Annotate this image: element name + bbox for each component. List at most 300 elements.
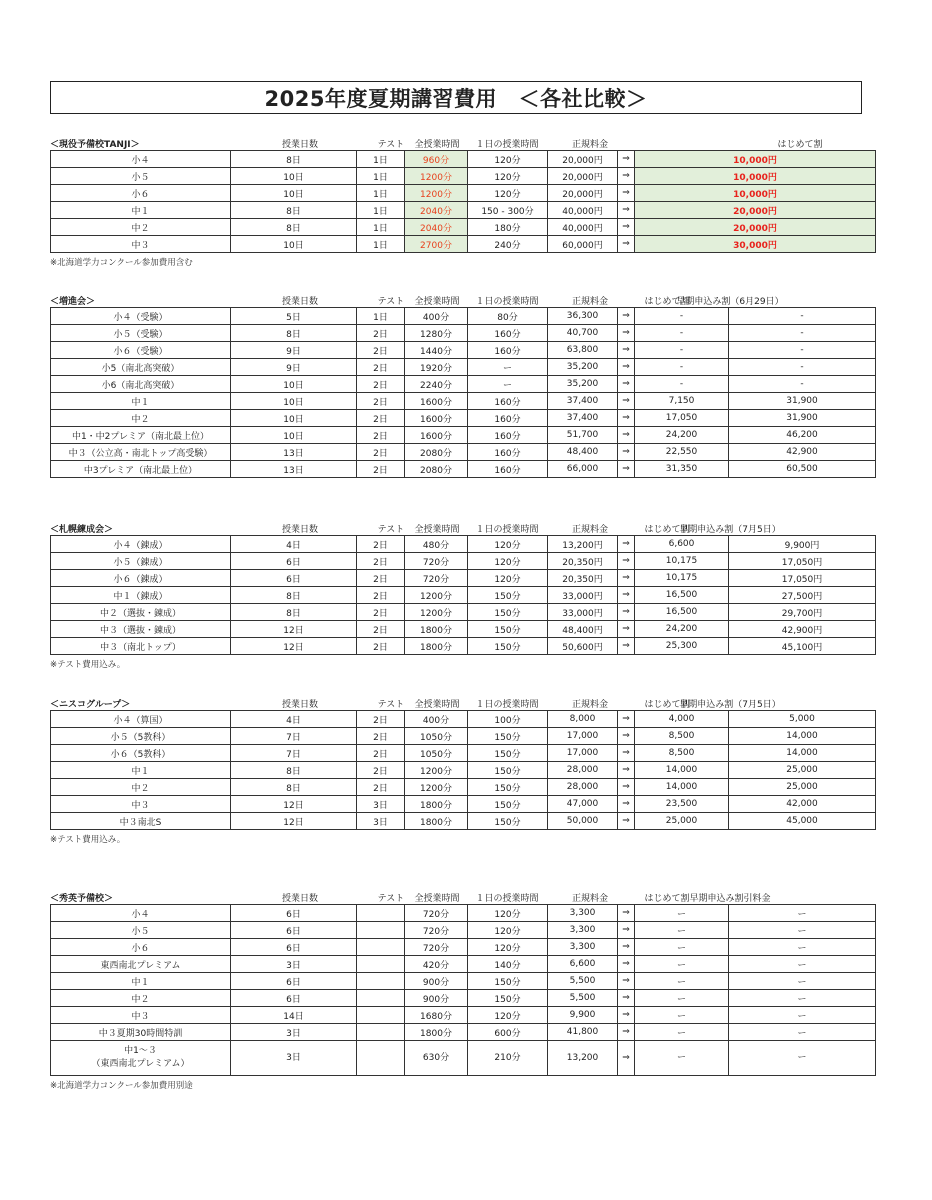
table-cell: 7日 [231, 745, 357, 762]
table-cell: ー [635, 990, 729, 1007]
table-cell: 2040分 [405, 202, 468, 219]
table-row [51, 444, 876, 461]
table-cell: 160分 [468, 393, 548, 410]
table-cell: ー [635, 939, 729, 956]
table-row [51, 168, 876, 185]
table-cell: 6,600 [548, 956, 618, 973]
arrow-icon: ⇒ [618, 444, 635, 461]
column-header: 授業日数 [281, 140, 318, 150]
table-cell: 1600分 [405, 393, 468, 410]
fee-table [50, 150, 876, 253]
table-cell: 3日 [231, 1041, 357, 1076]
table-cell: 10日 [231, 393, 357, 410]
table-row [51, 587, 876, 604]
table-cell: - [635, 359, 729, 376]
table-cell: 1日 [357, 185, 405, 202]
arrow-icon: ⇒ [618, 762, 635, 779]
table-cell: 120分 [468, 922, 548, 939]
table-cell: 40,700 [548, 325, 618, 342]
fee-table [50, 710, 876, 830]
table-row [51, 219, 876, 236]
arrow-icon: ⇒ [618, 410, 635, 427]
table-cell: 中２ [51, 779, 231, 796]
table-cell [357, 1041, 405, 1076]
table-row [51, 621, 876, 638]
table-cell: 6日 [231, 973, 357, 990]
table-cell: 12日 [231, 621, 357, 638]
arrow-icon: ⇒ [618, 796, 635, 813]
table-cell: 150分 [468, 796, 548, 813]
arrow-icon: ⇒ [618, 151, 635, 168]
table-cell: 17,000 [548, 745, 618, 762]
section-zoshinkai [50, 293, 866, 478]
table-cell: 900分 [405, 973, 468, 990]
table-cell: - [635, 325, 729, 342]
table-cell: 150分 [468, 728, 548, 745]
table-cell: ー [729, 922, 876, 939]
table-cell: 160分 [468, 461, 548, 478]
table-cell: 25,000 [729, 762, 876, 779]
table-cell: 9,900 [548, 1007, 618, 1024]
column-header: 全授業時間 [414, 700, 460, 710]
table-row [51, 939, 876, 956]
table-cell: 1920分 [405, 359, 468, 376]
table-cell: 20,000円 [635, 202, 876, 219]
table-cell [357, 1024, 405, 1041]
table-cell [357, 956, 405, 973]
table-cell: 中１ [51, 762, 231, 779]
table-cell: 5,000 [729, 711, 876, 728]
column-header: 正規料金 [571, 297, 608, 307]
column-header: はじめて割 [644, 894, 690, 904]
table-cell: 中２（選抜・錬成） [51, 604, 231, 621]
table-row [51, 151, 876, 168]
fee-table [50, 904, 876, 1076]
table-cell: 13日 [231, 461, 357, 478]
table-cell: 960分 [405, 151, 468, 168]
table-cell: 中３ [51, 1007, 231, 1024]
table-cell: 120分 [468, 905, 548, 922]
page-title: 2025年度夏期講習費用 ＜各社比較＞ [50, 81, 862, 114]
table-cell: 10日 [231, 236, 357, 253]
section-tanji [50, 136, 866, 268]
column-header: 早期申込み割（7月5日） [679, 525, 781, 535]
table-cell: 1800分 [405, 813, 468, 830]
table-row [51, 604, 876, 621]
table-cell: 20,350円 [548, 553, 618, 570]
table-cell: 1日 [357, 202, 405, 219]
table-cell: 51,700 [548, 427, 618, 444]
table-cell: 120分 [468, 185, 548, 202]
table-cell: 12日 [231, 813, 357, 830]
arrow-icon: ⇒ [618, 604, 635, 621]
table-cell: 小４ [51, 151, 231, 168]
table-cell: 3日 [357, 796, 405, 813]
arrow-icon: ⇒ [618, 185, 635, 202]
table-cell: 900分 [405, 990, 468, 1007]
table-cell: 中３ [51, 796, 231, 813]
footnote: ※北海道学力コンクール参加費用別途 [50, 1081, 193, 1091]
table-cell: 48,400円 [548, 621, 618, 638]
table-cell: 1200分 [405, 779, 468, 796]
table-cell: 10日 [231, 168, 357, 185]
table-cell: 42,900円 [729, 621, 876, 638]
table-cell: 8,500 [635, 745, 729, 762]
table-cell: 14,000 [635, 779, 729, 796]
table-cell: 中２ [51, 219, 231, 236]
column-header: 正規料金 [571, 525, 608, 535]
table-cell: 中３ [51, 236, 231, 253]
arrow-icon: ⇒ [618, 621, 635, 638]
table-cell: 小４（受験） [51, 308, 231, 325]
table-cell: 2日 [357, 359, 405, 376]
table-cell: - [729, 359, 876, 376]
table-cell: 8日 [231, 762, 357, 779]
table-row [51, 359, 876, 376]
column-header: １日の授業時間 [475, 140, 539, 150]
column-header: 授業日数 [281, 297, 318, 307]
table-cell: 20,000円 [548, 168, 618, 185]
table-cell: 150分 [468, 762, 548, 779]
table-cell: 140分 [468, 956, 548, 973]
table-cell: 13,200円 [548, 536, 618, 553]
table-cell: 13日 [231, 444, 357, 461]
section-name: ＜札幌練成会＞ [50, 525, 114, 535]
table-row [51, 376, 876, 393]
table-cell: 7,150 [635, 393, 729, 410]
table-cell: 1800分 [405, 638, 468, 655]
table-cell: 中１ [51, 393, 231, 410]
table-cell [357, 939, 405, 956]
table-cell: 小４ [51, 905, 231, 922]
column-header: テスト [377, 297, 405, 307]
arrow-icon: ⇒ [618, 1007, 635, 1024]
table-cell: 120分 [468, 1007, 548, 1024]
table-cell: 80分 [468, 308, 548, 325]
table-cell: 160分 [468, 444, 548, 461]
table-cell: ー [635, 922, 729, 939]
table-cell: 150分 [468, 779, 548, 796]
arrow-icon: ⇒ [618, 219, 635, 236]
table-cell: 720分 [405, 939, 468, 956]
table-cell: 2040分 [405, 219, 468, 236]
table-cell: 24,200 [635, 427, 729, 444]
table-cell: 37,400 [548, 393, 618, 410]
table-cell: 2700分 [405, 236, 468, 253]
table-cell: 1日 [357, 168, 405, 185]
table-cell: 2日 [357, 536, 405, 553]
table-cell: 2日 [357, 779, 405, 796]
table-cell: 600分 [468, 1024, 548, 1041]
table-row [51, 973, 876, 990]
table-cell: 6日 [231, 939, 357, 956]
arrow-icon: ⇒ [618, 236, 635, 253]
table-cell: 中３（南北トップ） [51, 638, 231, 655]
table-cell: 2日 [357, 587, 405, 604]
table-cell: 8日 [231, 325, 357, 342]
column-header: テスト [377, 894, 405, 904]
table-cell: 10,175 [635, 553, 729, 570]
table-cell: 1050分 [405, 745, 468, 762]
column-header: 授業日数 [281, 894, 318, 904]
column-header: 正規料金 [571, 894, 608, 904]
table-row [51, 427, 876, 444]
table-cell: 3,300 [548, 922, 618, 939]
footnote: ※テスト費用込み。 [50, 660, 126, 670]
section-name: ＜現役予備校TANJI＞ [50, 140, 140, 150]
table-cell: 60,000円 [548, 236, 618, 253]
table-cell: 40,000円 [548, 202, 618, 219]
table-cell: 20,000円 [548, 185, 618, 202]
table-row [51, 1041, 876, 1076]
table-cell: 1200分 [405, 168, 468, 185]
table-cell: ー [729, 1024, 876, 1041]
arrow-icon: ⇒ [618, 427, 635, 444]
table-cell: 720分 [405, 553, 468, 570]
cell-line: 中1～３ [124, 1046, 157, 1056]
table-cell: 小５（受験） [51, 325, 231, 342]
table-cell: 10日 [231, 185, 357, 202]
table-cell: 2日 [357, 393, 405, 410]
table-cell: 中１ [51, 973, 231, 990]
table-cell: 50,000 [548, 813, 618, 830]
table-cell: 35,200 [548, 359, 618, 376]
table-cell: 6日 [231, 990, 357, 1007]
table-cell: 31,900 [729, 410, 876, 427]
table-row [51, 342, 876, 359]
table-cell: 150分 [468, 621, 548, 638]
table-cell: 3日 [231, 1024, 357, 1041]
table-cell: ー [635, 1007, 729, 1024]
table-row [51, 325, 876, 342]
table-row [51, 1024, 876, 1041]
table-cell: 180分 [468, 219, 548, 236]
section-name: ＜秀英予備校＞ [50, 894, 114, 904]
arrow-icon: ⇒ [618, 638, 635, 655]
table-cell: 50,600円 [548, 638, 618, 655]
arrow-icon: ⇒ [618, 308, 635, 325]
table-cell: 9日 [231, 342, 357, 359]
table-cell: 3,300 [548, 905, 618, 922]
section-header [50, 521, 866, 535]
column-header: 授業日数 [281, 700, 318, 710]
table-cell: 14,000 [635, 762, 729, 779]
table-cell: 1日 [357, 219, 405, 236]
table-cell: 46,200 [729, 427, 876, 444]
arrow-icon: ⇒ [618, 570, 635, 587]
arrow-icon: ⇒ [618, 728, 635, 745]
table-row [51, 553, 876, 570]
table-cell: 420分 [405, 956, 468, 973]
table-cell: 2日 [357, 711, 405, 728]
table-cell: 720分 [405, 570, 468, 587]
table-cell: ー [635, 905, 729, 922]
table-cell: 25,000 [635, 813, 729, 830]
table-cell: 1680分 [405, 1007, 468, 1024]
table-cell: - [729, 325, 876, 342]
table-cell: 2日 [357, 444, 405, 461]
table-cell: 120分 [468, 939, 548, 956]
table-cell: 63,800 [548, 342, 618, 359]
table-cell: 630分 [405, 1041, 468, 1076]
table-cell: 10,000円 [635, 168, 876, 185]
table-cell: 2日 [357, 553, 405, 570]
table-cell: - [635, 342, 729, 359]
column-header: 全授業時間 [414, 894, 460, 904]
table-row [51, 905, 876, 922]
table-cell: 9,900円 [729, 536, 876, 553]
table-cell: 小５（錬成） [51, 553, 231, 570]
table-cell: 1800分 [405, 621, 468, 638]
arrow-icon: ⇒ [618, 553, 635, 570]
arrow-icon: ⇒ [618, 461, 635, 478]
arrow-icon: ⇒ [618, 956, 635, 973]
table-cell: 150 - 300分 [468, 202, 548, 219]
table-cell: 中２ [51, 410, 231, 427]
table-cell [51, 1041, 231, 1076]
table-cell: 3日 [231, 956, 357, 973]
table-row [51, 745, 876, 762]
table-cell: ー [729, 1041, 876, 1076]
table-cell: 1200分 [405, 587, 468, 604]
table-cell: 480分 [405, 536, 468, 553]
table-cell: 3,300 [548, 939, 618, 956]
table-row [51, 728, 876, 745]
table-row [51, 762, 876, 779]
table-row [51, 922, 876, 939]
table-cell: 28,000 [548, 762, 618, 779]
table-cell: 10,000円 [635, 185, 876, 202]
table-cell: 中３（選抜・錬成） [51, 621, 231, 638]
table-cell: 60,500 [729, 461, 876, 478]
table-cell: 120分 [468, 570, 548, 587]
table-cell: 小４（錬成） [51, 536, 231, 553]
table-cell: 27,500円 [729, 587, 876, 604]
cell-line: （東西南北プレミアム） [91, 1059, 190, 1069]
column-header: 早期申込み割（6月29日） [676, 297, 784, 307]
section-shuei [50, 890, 866, 1091]
table-cell: 1200分 [405, 762, 468, 779]
table-cell: 小４（算国） [51, 711, 231, 728]
column-header: はじめて割 [777, 140, 823, 150]
table-cell: 10,175 [635, 570, 729, 587]
arrow-icon: ⇒ [618, 905, 635, 922]
arrow-icon: ⇒ [618, 342, 635, 359]
fee-table [50, 307, 876, 478]
table-cell: 16,500 [635, 587, 729, 604]
arrow-icon: ⇒ [618, 168, 635, 185]
arrow-icon: ⇒ [618, 990, 635, 1007]
table-cell: 2日 [357, 762, 405, 779]
column-header: １日の授業時間 [475, 297, 539, 307]
table-cell: 28,000 [548, 779, 618, 796]
table-cell: 150分 [468, 587, 548, 604]
table-cell: 2日 [357, 376, 405, 393]
table-cell: ー [729, 990, 876, 1007]
table-cell: 41,800 [548, 1024, 618, 1041]
table-row [51, 990, 876, 1007]
table-cell: 5,500 [548, 973, 618, 990]
column-header: テスト [377, 140, 405, 150]
arrow-icon: ⇒ [618, 376, 635, 393]
table-cell: - [635, 376, 729, 393]
column-header: はじめて割 [644, 525, 690, 535]
table-cell: 小６（5教科） [51, 745, 231, 762]
table-cell: 5日 [231, 308, 357, 325]
table-cell: 40,000円 [548, 219, 618, 236]
table-row [51, 796, 876, 813]
table-cell: 小6（南北高突破） [51, 376, 231, 393]
table-cell: ー [635, 973, 729, 990]
table-cell: - [729, 342, 876, 359]
table-cell: 23,500 [635, 796, 729, 813]
table-cell: 20,000円 [548, 151, 618, 168]
table-cell: 4,000 [635, 711, 729, 728]
section-header [50, 696, 866, 710]
table-cell: 2080分 [405, 444, 468, 461]
arrow-icon: ⇒ [618, 1024, 635, 1041]
column-header: はじめて割 [644, 700, 690, 710]
table-cell: 160分 [468, 342, 548, 359]
table-cell: 24,200 [635, 621, 729, 638]
arrow-icon: ⇒ [618, 393, 635, 410]
table-cell: 10日 [231, 427, 357, 444]
column-header: はじめて割 [644, 297, 690, 307]
table-cell: 小５（5教科） [51, 728, 231, 745]
table-row [51, 570, 876, 587]
table-cell: 150分 [468, 990, 548, 1007]
table-cell: ー [635, 956, 729, 973]
table-cell: 25,000 [729, 779, 876, 796]
table-cell: ー [729, 1007, 876, 1024]
table-cell: 33,000円 [548, 587, 618, 604]
table-cell: 中２ [51, 990, 231, 1007]
arrow-icon: ⇒ [618, 325, 635, 342]
table-cell: 17,050 [635, 410, 729, 427]
table-cell: 45,100円 [729, 638, 876, 655]
table-cell: 8日 [231, 604, 357, 621]
column-header: １日の授業時間 [475, 525, 539, 535]
table-cell: 150分 [468, 973, 548, 990]
table-cell: 小５ [51, 168, 231, 185]
table-cell: 10,000円 [635, 151, 876, 168]
column-header: 正規料金 [571, 700, 608, 710]
table-cell: 小６ [51, 185, 231, 202]
table-cell: 中３夏期30時間特訓 [51, 1024, 231, 1041]
table-cell: 17,050円 [729, 553, 876, 570]
table-cell: 720分 [405, 922, 468, 939]
table-cell: 1800分 [405, 796, 468, 813]
table-cell: 8日 [231, 779, 357, 796]
table-cell: 1日 [357, 151, 405, 168]
column-header: 全授業時間 [414, 297, 460, 307]
table-cell: 120分 [468, 536, 548, 553]
table-row [51, 202, 876, 219]
table-cell: ー [729, 939, 876, 956]
table-cell: 29,700円 [729, 604, 876, 621]
table-cell: 2日 [357, 604, 405, 621]
arrow-icon: ⇒ [618, 536, 635, 553]
section-name: ＜ニスコグループ＞ [50, 700, 131, 710]
table-cell: 東西南北プレミアム [51, 956, 231, 973]
table-cell: 小５ [51, 922, 231, 939]
table-cell: 中1・中2プレミア（南北最上位） [51, 427, 231, 444]
arrow-icon: ⇒ [618, 1041, 635, 1076]
arrow-icon: ⇒ [618, 779, 635, 796]
table-cell: 14,000 [729, 745, 876, 762]
arrow-icon: ⇒ [618, 745, 635, 762]
table-cell [357, 973, 405, 990]
